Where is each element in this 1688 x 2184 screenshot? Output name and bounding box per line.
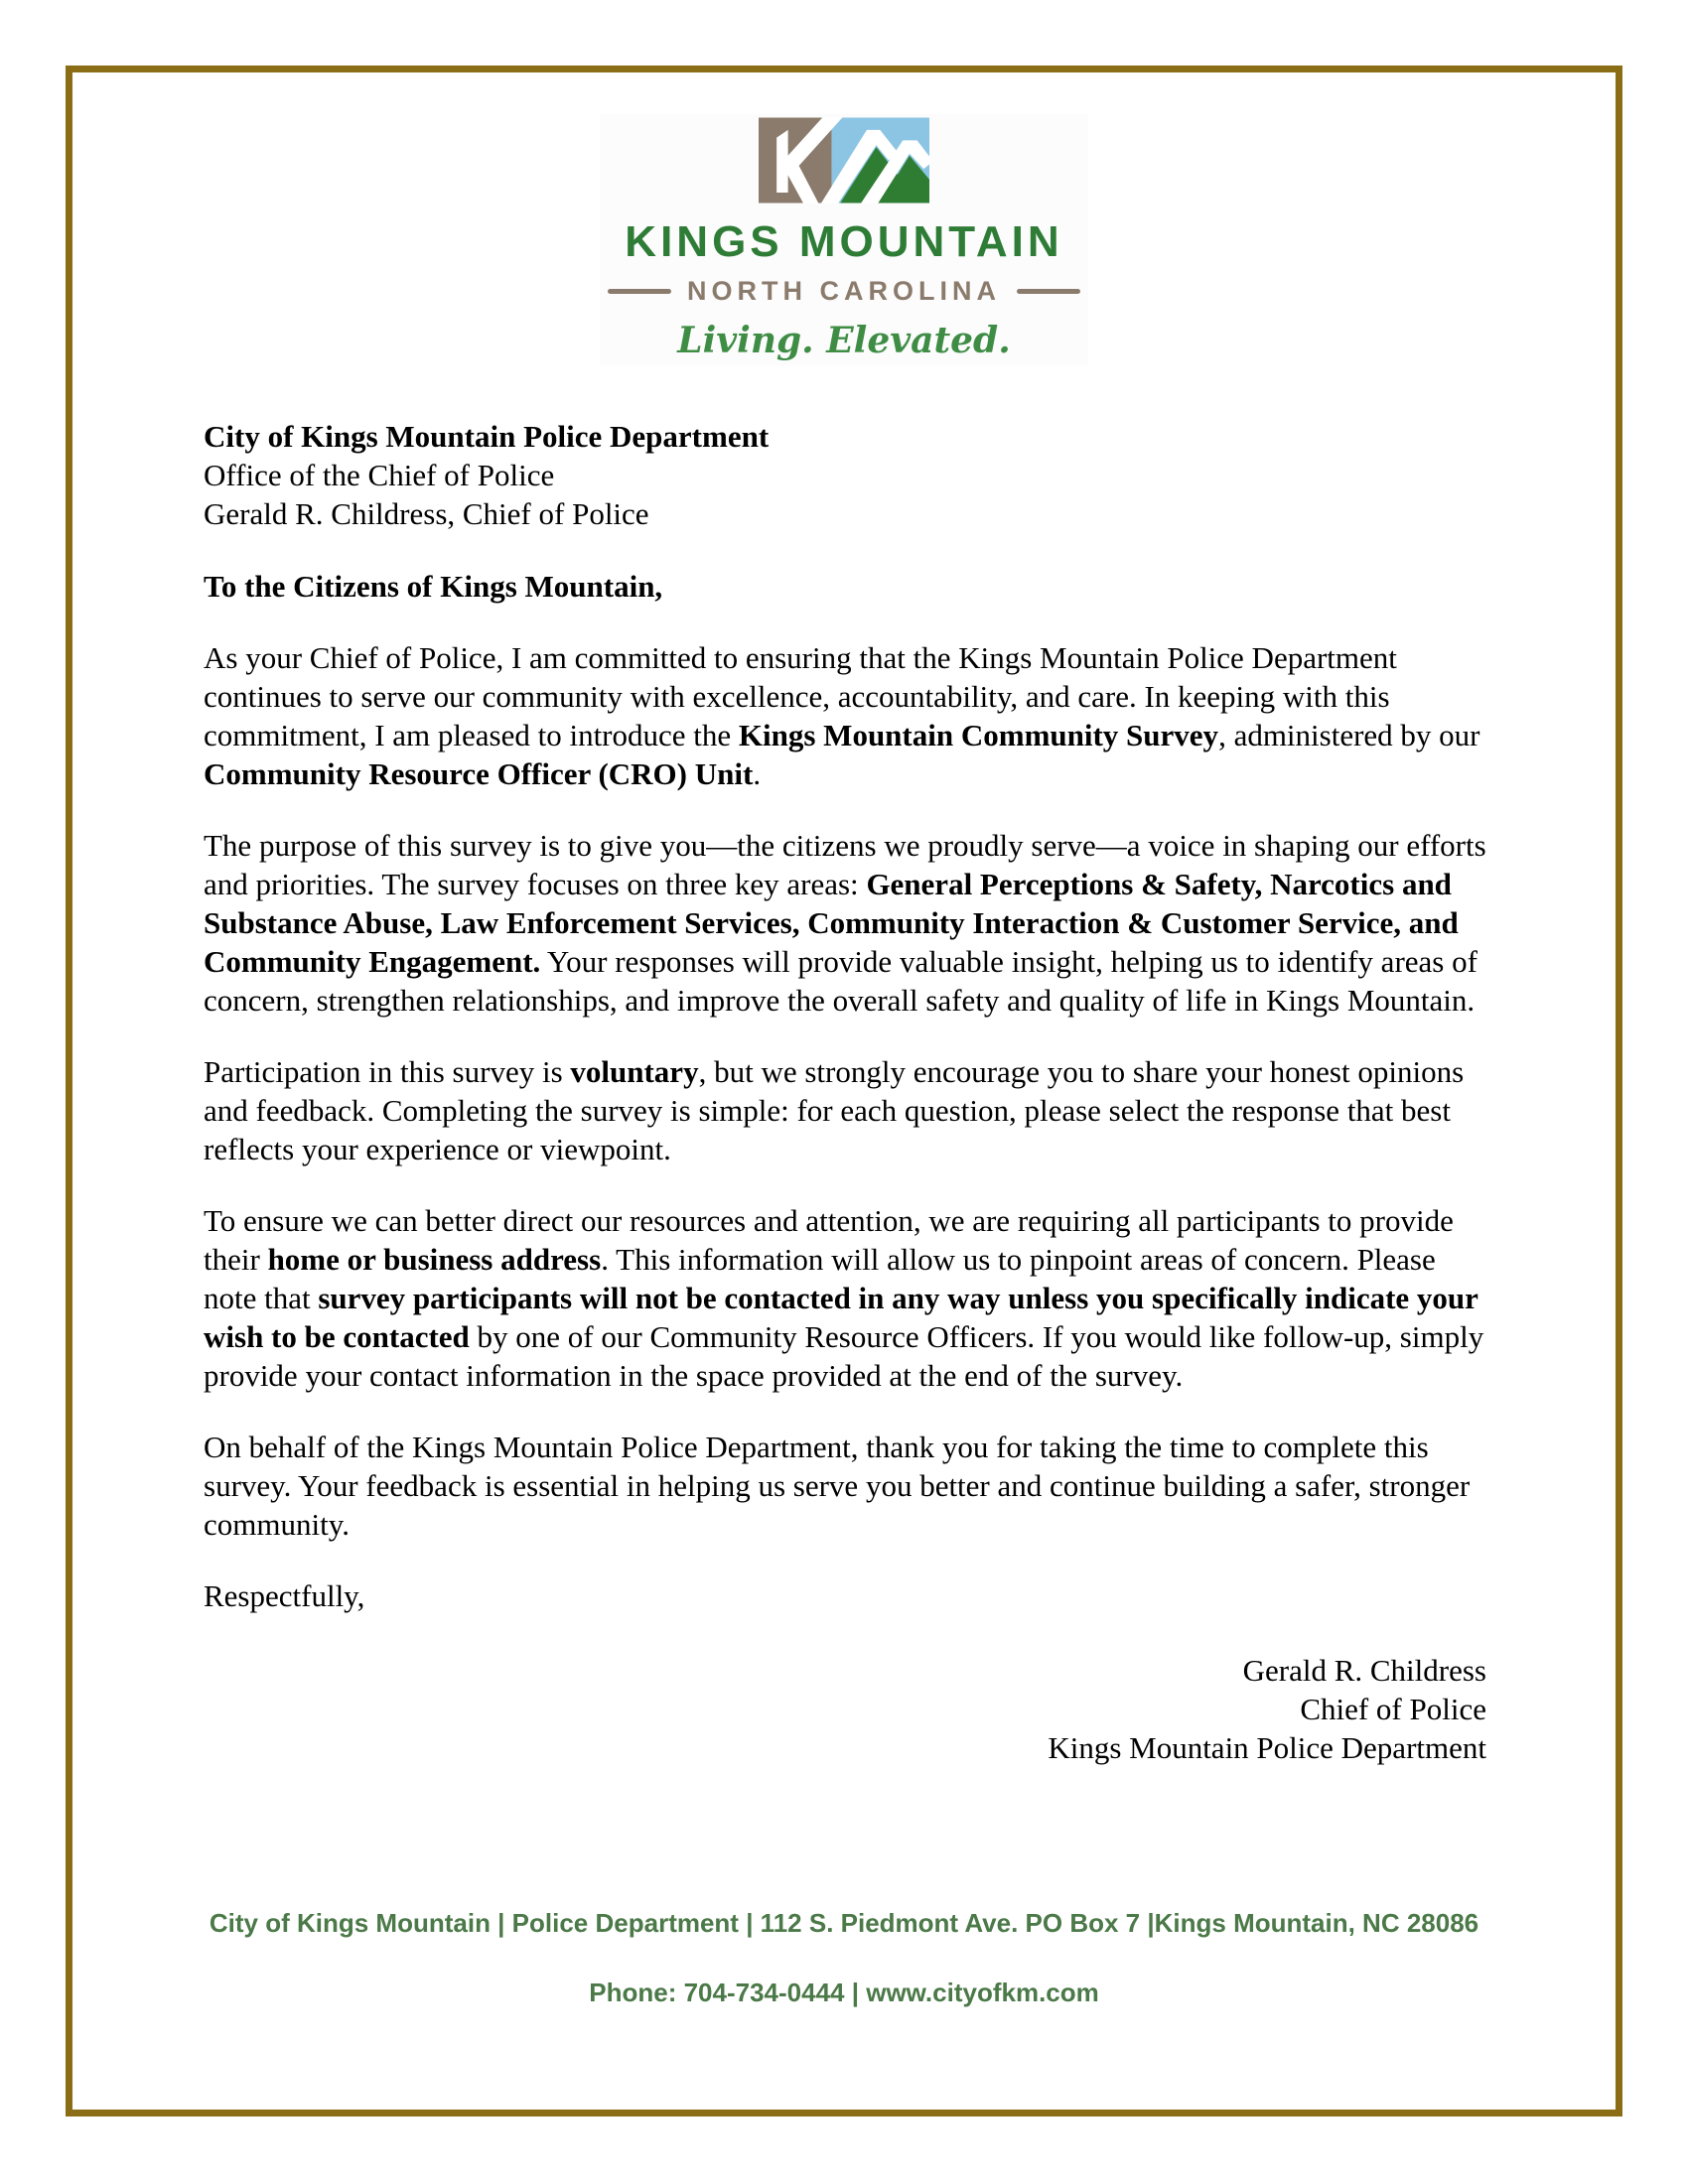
signature-name: Gerald R. Childress [1242, 1653, 1486, 1688]
letter-paragraph: As your Chief of Police, I am committed to ensuring that the Kings Mountain Police Department continues to serve our community with excellence, accountability, and care. In keeping with this commitment, I am pleased to introduce the Kings Mountain Community Survey, administered by our Community Resource Officer (CRO) Unit. [204, 640, 1480, 791]
logo-subtitle: NORTH CAROLINA [687, 276, 1001, 306]
letter-paragraph: Participation in this survey is voluntary, but we strongly encourage you to share your honest opinions and feedback. Completing the survey is simple: for each question, please select the response that best reflects your experience or viewpoint. [204, 1054, 1465, 1166]
letterhead-department: City of Kings Mountain Police Department [204, 419, 770, 454]
signature-block [204, 1651, 1486, 1767]
km-mountain-monogram-icon [759, 117, 929, 204]
logo-tagline: Living. Elevated. [677, 320, 1011, 361]
letter-paragraph: The purpose of this survey is to give you—the citizens we proudly serve—a voice in shaping our efforts and priorities. The survey focuses on three key areas: General Perceptions & Safety, Narcotics and Substance Abuse, Law Enforcement Services, Community Interaction & Customer Service, and Community Engagement. Your responses will provide valuable insight, helping us to identify areas of concern, strengthen relationships, and improve the overall safety and quality of life in Kings Mountain. [204, 828, 1486, 1018]
letterhead-chief: Gerald R. Childress, Chief of Police [204, 496, 649, 531]
letterhead-office: Office of the Chief of Police [204, 458, 555, 492]
letter-paragraph: To ensure we can better direct our resources and attention, we are requiring all participants to provide their home or business address. This information will allow us to pinpoint areas of concern. Please note that survey participants will not be contacted in any way unless you specifically indicate your wish to be contacted by one of our Community Resource Officers. If you would like follow-up, simply provide your contact information in the space provided at the end of the survey. [204, 1203, 1484, 1393]
logo-title: KINGS MOUNTAIN [625, 217, 1063, 266]
letter-paragraph: On behalf of the Kings Mountain Police Department, thank you for taking the time to complete this survey. Your feedback is essential in helping us serve you better and continue building a safer, stronger community. [204, 1430, 1471, 1542]
logo-subtitle-row [592, 278, 1096, 305]
page-footer [72, 1908, 1616, 2007]
signature-org: Kings Mountain Police Department [1048, 1730, 1486, 1765]
footer-address-line: City of Kings Mountain | Police Department | 112 S. Piedmont Ave. PO Box 7 |Kings Mountain, NC 28086 [209, 1908, 1479, 1938]
dash-left-icon [608, 289, 671, 294]
dash-right-icon [1017, 289, 1080, 294]
letterhead [204, 417, 1486, 533]
letter-body [204, 417, 1486, 1767]
closing: Respectfully, [204, 1578, 365, 1613]
footer-phone-web-line: Phone: 704-734-0444 | www.cityofkm.com [589, 1978, 1099, 2007]
signature-title: Chief of Police [1300, 1692, 1486, 1726]
letter-paragraphs [204, 638, 1486, 1544]
salutation: To the Citizens of Kings Mountain, [204, 569, 663, 604]
city-logo-block [600, 114, 1088, 365]
